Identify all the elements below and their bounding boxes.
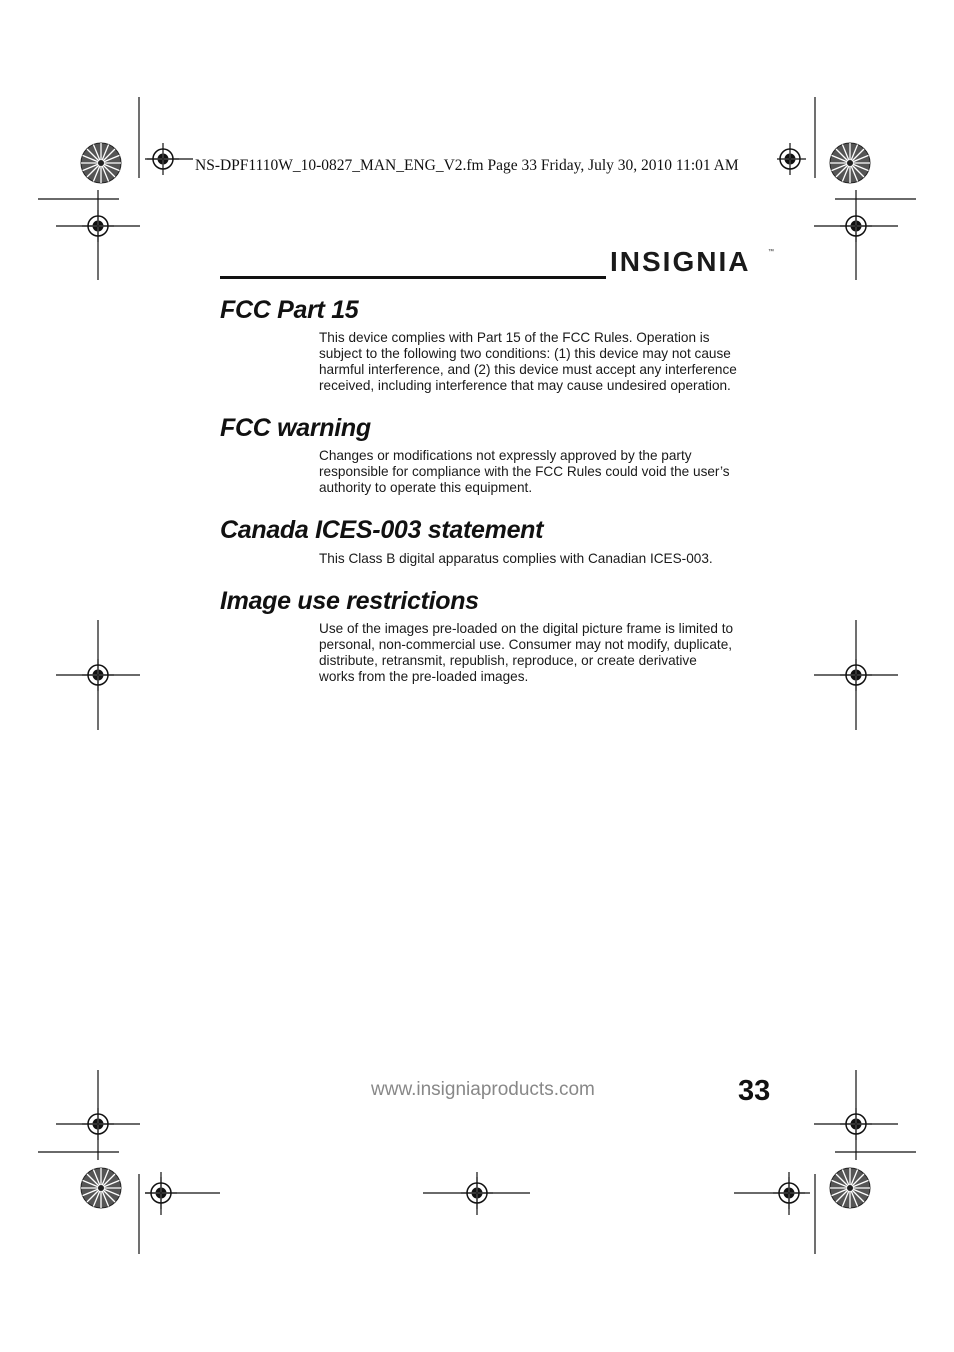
file-slug-line: NS-DPF1110W_10-0827_MAN_ENG_V2.fm Page 33 Friday, July 30, 2010 11:01 AM <box>193 157 777 175</box>
body-line: subject to the following two conditions: (1) this device may not cause <box>319 346 731 361</box>
body-line: This Class B digital apparatus complies with Canadian ICES-003. <box>319 551 713 566</box>
section-heading-fcc-part-15: FCC Part 15 <box>220 296 359 324</box>
insignia-logo: INSIGNIA <box>610 246 751 277</box>
body-line: personal, non-commercial use. Consumer may not modify, duplicate, <box>319 637 733 652</box>
body-line: harmful interference, and (2) this device must accept any interference <box>319 362 737 377</box>
body-line: responsible for compliance with the FCC Rules could void the user’s <box>319 464 730 479</box>
page-number: 33 <box>738 1075 771 1107</box>
section-heading-fcc-warning: FCC warning <box>220 414 371 442</box>
section-body-fcc-warning <box>319 448 777 496</box>
body-line: works from the pre-loaded images. <box>319 669 529 684</box>
body-line: Changes or modifications not expressly approved by the party <box>319 448 692 463</box>
section-body-image-use <box>319 621 777 685</box>
body-line: authority to operate this equipment. <box>319 480 533 495</box>
footer-website-url: www.insigniaproducts.com <box>371 1079 595 1100</box>
section-body-fcc-part-15 <box>319 330 777 394</box>
body-line: received, including interference that may cause undesired operation. <box>319 378 731 393</box>
trademark-symbol: ™ <box>768 249 774 255</box>
header-rule <box>220 276 606 279</box>
section-heading-canada-ices: Canada ICES-003 statement <box>220 516 544 544</box>
body-line: Use of the images pre-loaded on the digital picture frame is limited to <box>319 621 734 636</box>
section-heading-image-use: Image use restrictions <box>220 587 479 615</box>
section-body-canada-ices <box>319 551 777 567</box>
body-line: distribute, retransmit, republish, reproduce, or create derivative <box>319 653 697 668</box>
body-line: This device complies with Part 15 of the FCC Rules. Operation is <box>319 330 710 345</box>
